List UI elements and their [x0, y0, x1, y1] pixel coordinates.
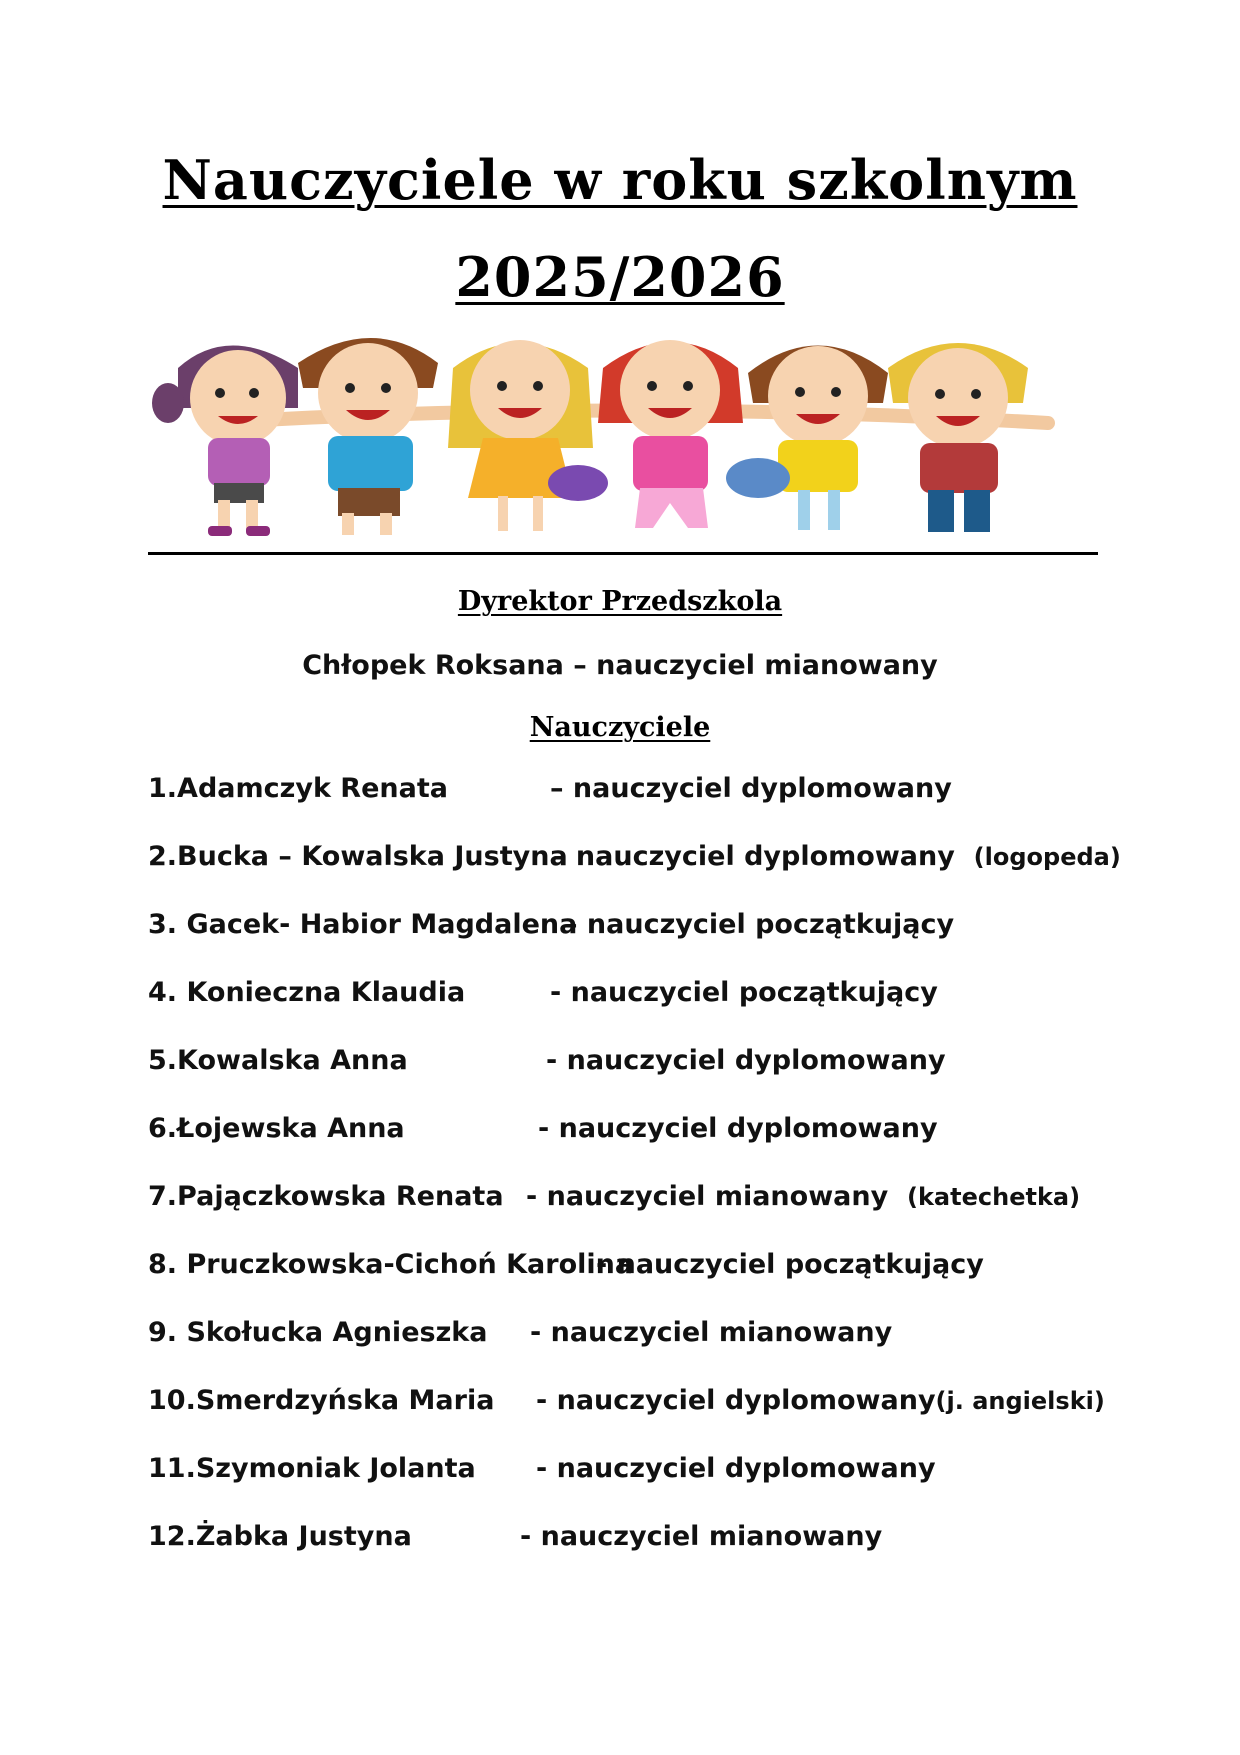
teacher-name: 2.Bucka – Kowalska Justyna	[148, 841, 568, 872]
director-heading: Dyrektor Przedszkola	[457, 586, 783, 617]
teacher-row	[148, 1453, 1108, 1521]
children-holding-hands-illustration	[148, 328, 1098, 543]
teacher-role: - nauczyciel dyplomowany	[538, 1113, 938, 1144]
teacher-name: 12.Żabka Justyna	[148, 1521, 412, 1552]
page-title-line-2: 2025/2026	[455, 245, 785, 309]
horizontal-divider	[148, 552, 1098, 555]
teacher-role: – nauczyciel dyplomowany	[550, 773, 952, 804]
teacher-note: (katechetka)	[907, 1183, 1081, 1211]
teacher-role: - nauczyciel dyplomowany	[536, 1453, 936, 1484]
child-2	[298, 338, 438, 535]
teacher-name: 3. Gacek- Habior Magdalena	[148, 909, 578, 940]
teacher-row	[148, 1249, 1108, 1317]
teacher-note: (j. angielski)	[935, 1387, 1105, 1415]
teacher-row	[148, 909, 1108, 977]
teacher-row	[148, 977, 1108, 1045]
teacher-row	[148, 1385, 1108, 1453]
teacher-role: - nauczyciel mianowany	[520, 1521, 883, 1552]
teachers-list	[148, 773, 1121, 1589]
teacher-row	[148, 1113, 1108, 1181]
teacher-role	[553, 841, 1121, 872]
teacher-row	[148, 841, 1121, 909]
teacher-role	[536, 1385, 1105, 1416]
teacher-name: 7.Pajączkowska Renata	[148, 1181, 504, 1212]
teacher-name: 4. Konieczna Klaudia	[148, 977, 466, 1008]
teacher-role: - nauczyciel mianowany	[530, 1317, 893, 1348]
child-5	[726, 346, 888, 531]
teacher-row	[148, 1521, 1108, 1589]
teacher-note: (logopeda)	[973, 843, 1121, 871]
teacher-row	[148, 1317, 1108, 1385]
child-3	[448, 340, 608, 531]
teacher-name: 9. Skołucka Agnieszka	[148, 1317, 488, 1348]
teacher-role: - nauczyciel początkujący	[550, 977, 938, 1008]
teacher-row	[148, 773, 1108, 841]
teacher-name: 11.Szymoniak Jolanta	[148, 1453, 476, 1484]
teacher-role-text: – nauczyciel dyplomowany	[553, 841, 955, 872]
teacher-name: 10.Smerdzyńska Maria	[148, 1385, 495, 1416]
teacher-role	[526, 1181, 1080, 1212]
teacher-role-text: - nauczyciel dyplomowany	[536, 1385, 936, 1416]
child-6	[888, 343, 1028, 532]
teacher-row	[148, 1181, 1108, 1249]
teacher-role: - nauczyciel dyplomowany	[546, 1045, 946, 1076]
teacher-role: – nauczyciel początkujący	[564, 909, 955, 940]
child-4	[598, 340, 743, 528]
director-line: Chłopek Roksana – nauczyciel mianowany	[302, 650, 938, 681]
teacher-name: 6.Łojewska Anna	[148, 1113, 405, 1144]
teacher-row	[148, 1045, 1108, 1113]
teacher-name: 5.Kowalska Anna	[148, 1045, 408, 1076]
page-title-line-1: Nauczyciele w roku szkolnym	[162, 148, 1078, 212]
teacher-role: - nauczyciel początkujący	[596, 1249, 984, 1280]
teacher-name: 8. Pruczkowska-Cichoń Karolina	[148, 1249, 634, 1280]
child-1	[152, 346, 298, 537]
teacher-name: 1.Adamczyk Renata	[148, 773, 448, 804]
teacher-role-text: - nauczyciel mianowany	[526, 1181, 889, 1212]
teachers-heading: Nauczyciele	[529, 712, 711, 743]
